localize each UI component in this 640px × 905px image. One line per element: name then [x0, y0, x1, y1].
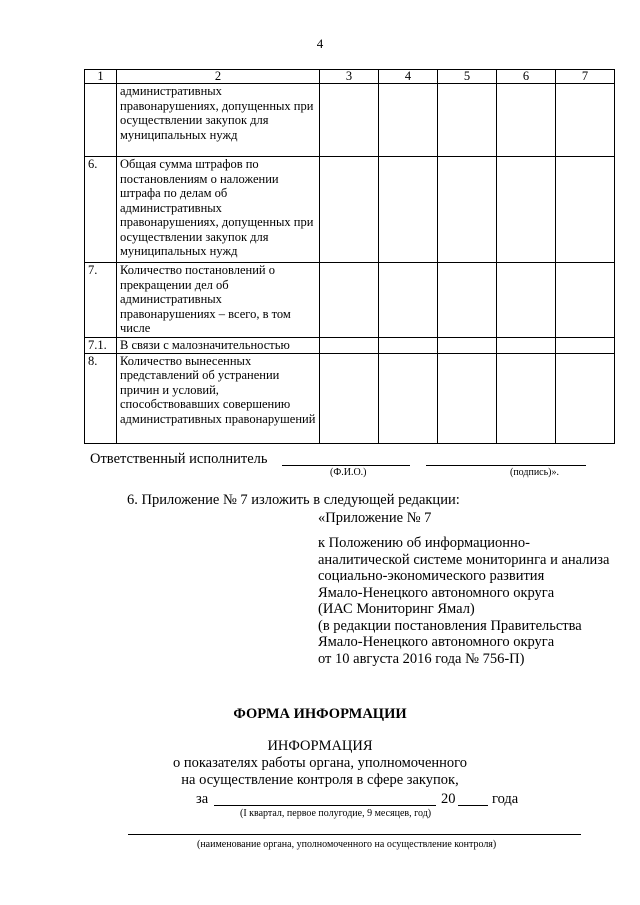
value-cell [497, 263, 556, 338]
responsible-executor-label: Ответственный исполнитель [90, 451, 268, 467]
value-cell [438, 338, 497, 354]
row-number: 8. [85, 353, 117, 443]
value-cell [497, 84, 556, 157]
organ-name-line [128, 834, 581, 835]
appendix-line: от 10 августа 2016 года № 756-П) [318, 650, 525, 667]
value-cell [438, 353, 497, 443]
signature-caption: (подпись)». [510, 467, 560, 478]
row-description: Количество вынесенных представлений об устранении причин и условий, способствовавших совершению административных правонарушений [117, 353, 320, 443]
table-row [85, 84, 615, 157]
row-number: 7. [85, 263, 117, 338]
row-number: 7.1. [85, 338, 117, 354]
value-cell [438, 84, 497, 157]
row-description: Количество постановлений о прекращении дел об административных правонарушениях – всего, в том числе [117, 263, 320, 338]
page-number: 4 [316, 36, 324, 51]
period-line [214, 805, 436, 806]
header-cell: 7 [556, 70, 615, 84]
header-cell: 6 [497, 70, 556, 84]
value-cell [320, 353, 379, 443]
table-row [85, 353, 615, 443]
value-cell [379, 353, 438, 443]
table-row [85, 263, 615, 338]
value-cell [320, 157, 379, 263]
form-title: ФОРМА ИНФОРМАЦИИ [233, 706, 407, 722]
value-cell [497, 353, 556, 443]
table-row [85, 157, 615, 263]
signature-line [426, 465, 586, 466]
value-cell [379, 338, 438, 354]
fio-line [282, 465, 410, 466]
value-cell [556, 338, 615, 354]
table-header-row [85, 70, 615, 84]
year-line [458, 805, 488, 806]
row-description: Общая сумма штрафов по постановлениям о наложении штрафа по делам об административных правонарушениях, допущенных при осуществлении закупок для муниципальных нужд [117, 157, 320, 263]
appendix-text [318, 535, 609, 667]
value-cell [556, 157, 615, 263]
value-cell [497, 338, 556, 354]
period-caption: (I квартал, первое полугодие, 9 месяцев, год) [240, 808, 432, 819]
report-table [84, 69, 615, 444]
value-cell [379, 84, 438, 157]
header-cell: 5 [438, 70, 497, 84]
info-line-1: о показателях работы органа, уполномоченного [172, 755, 468, 771]
appendix-line: (в редакции постановления Правительства [318, 617, 582, 634]
year-suffix: года [492, 791, 519, 807]
appendix-title: «Приложение № 7 [318, 510, 432, 526]
info-line-2: на осуществление контроля в сфере закупок, [181, 772, 459, 788]
header-cell: 3 [320, 70, 379, 84]
appendix-line: социально-экономического развития [318, 568, 545, 584]
value-cell [379, 157, 438, 263]
appendix-line: к Положению об информационно- [318, 535, 530, 551]
appendix-line: (ИАС Мониторинг Ямал) [318, 601, 475, 617]
value-cell [320, 84, 379, 157]
row-number [85, 84, 117, 157]
value-cell [556, 263, 615, 338]
header-cell: 4 [379, 70, 438, 84]
year-prefix: 20 [441, 791, 456, 807]
info-heading: ИНФОРМАЦИЯ [267, 738, 373, 754]
row-description: административных правонарушениях, допущенных при осуществлении закупок для муниципальных нужд [117, 84, 320, 157]
paragraph-6: 6. Приложение № 7 изложить в следующей редакции: [127, 492, 460, 508]
period-za-label: за [196, 791, 209, 807]
header-cell: 1 [85, 70, 117, 84]
value-cell [320, 338, 379, 354]
value-cell [438, 157, 497, 263]
organ-caption: (наименование органа, уполномоченного на осуществление контроля) [197, 839, 497, 850]
value-cell [497, 157, 556, 263]
header-cell: 2 [117, 70, 320, 84]
appendix-line: аналитической системе мониторинга и анализа [318, 551, 610, 568]
fio-caption: (Ф.И.О.) [330, 467, 367, 478]
value-cell [320, 263, 379, 338]
value-cell [556, 353, 615, 443]
value-cell [379, 263, 438, 338]
appendix-line: Ямало-Ненецкого автономного округа [318, 634, 555, 650]
value-cell [556, 84, 615, 157]
appendix-line: Ямало-Ненецкого автономного округа [318, 584, 555, 601]
table-row [85, 338, 615, 354]
value-cell [438, 263, 497, 338]
row-description: В связи с малозначительностью [117, 338, 320, 354]
row-number: 6. [85, 157, 117, 263]
